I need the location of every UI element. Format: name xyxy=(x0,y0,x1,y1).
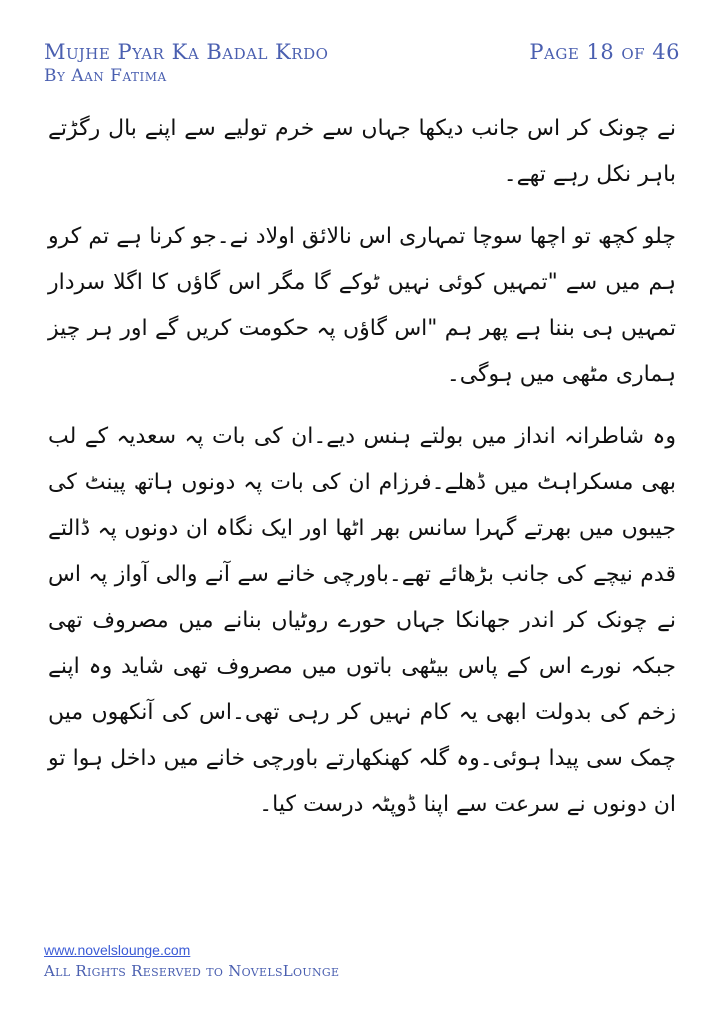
author-name: By Aan Fatima xyxy=(44,66,167,86)
paragraph: وہ شاطرانہ انداز میں بولتے ہنس دیے۔ان کی بات پہ سعدیہ کے لب بھی مسکراہٹ میں ڈھلے۔فرزام ان کی بات پہ دونوں ہاتھ پینٹ کی جیبوں میں بھرتے گہرا سانس بھر اٹھا اور ایک نگاہ ان دونوں پہ ڈالتے قدم نیچے کی جانب بڑھائے تھے۔باورچی خانے سے آنے والی آواز پہ اس نے چونک کر اندر جھانکا جہاں حورے روٹیاں بنانے میں مصروف تھی جبکہ نورے اس کے پاس بیٹھی باتوں میں مصروف تھی شاید وہ اپنے زخم کی بدولت ابھی یہ کام نہیں کر رہی تھی۔اس کی آنکھوں میں چمک سی پیدا ہوئی۔وہ گلہ کھنکھارتے باورچی خانے میں داخل ہوا تو ان دونوں نے سرعت سے اپنا ڈوپٹہ درست کیا۔ xyxy=(48,424,676,817)
story-body xyxy=(48,106,676,844)
paragraph: چلو کچھ تو اچھا سوچا تمہاری اس نالائق اولاد نے۔جو کرنا ہے تم کرو ہم میں سے "تمہیں کوئی نہیں ٹوکے گا مگر اس گاؤں کا اگلا سردار تمہیں ہی بننا ہے پھر ہم "اس گاؤں پہ حکومت کریں گے اور ہر چیز ہماری مٹھی میں ہوگی۔ xyxy=(48,224,676,387)
copyright-notice: All Rights Reserved to NovelsLounge xyxy=(44,962,340,980)
paragraph: نے چونک کر اس جانب دیکھا جہاں سے خرم تولیے سے اپنے بال رگڑتے باہر نکل رہے تھے۔ xyxy=(48,116,676,187)
page-header xyxy=(44,40,680,100)
book-title: Mujhe Pyar Ka Badal Krdo xyxy=(44,40,329,64)
website-link[interactable]: www.novelslounge.com xyxy=(44,942,191,958)
page-footer xyxy=(44,942,339,980)
page-number: Page 18 of 46 xyxy=(529,40,680,64)
